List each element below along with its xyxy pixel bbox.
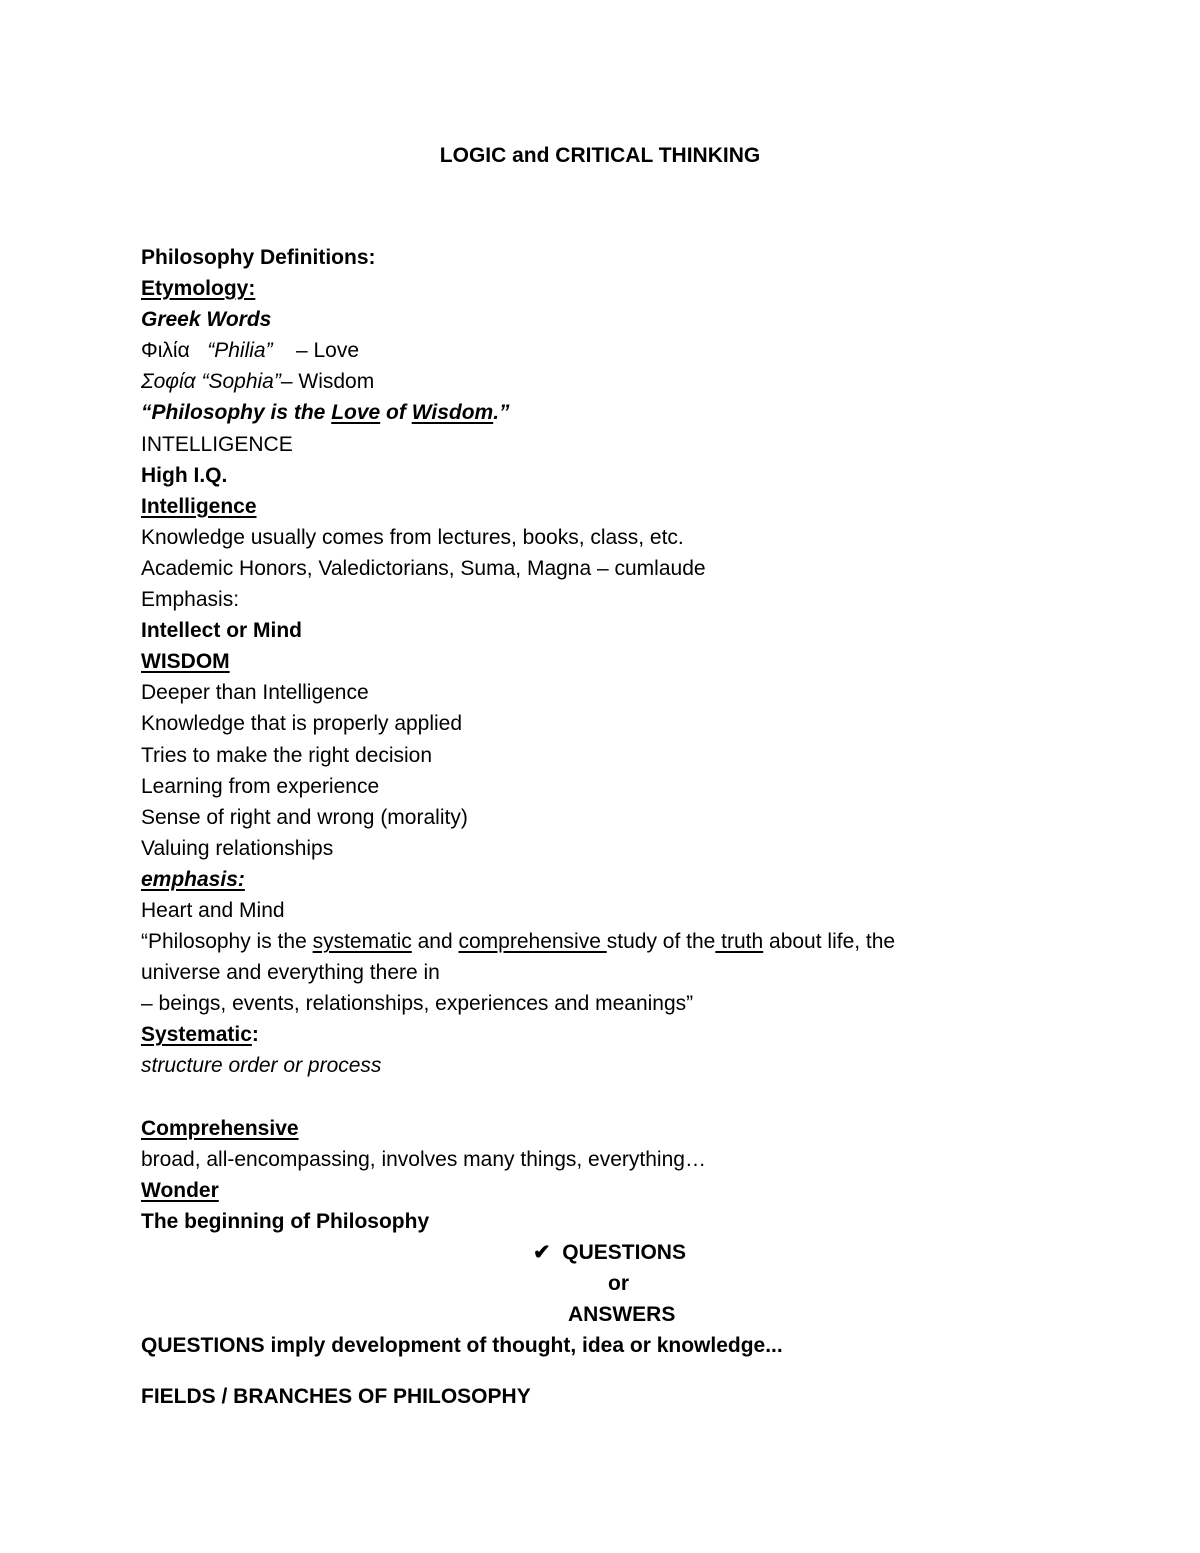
sophia-greek: Σοφία	[141, 370, 196, 394]
wisdom-point: Knowledge that is properly applied	[141, 712, 463, 736]
or-word: or	[608, 1272, 629, 1295]
definition-quote-line-2: universe and everything there in	[141, 961, 440, 985]
page-title: LOGIC and CRITICAL THINKING	[439, 144, 761, 167]
quote-part: “Philosophy is the	[141, 401, 332, 425]
blank-line	[141, 1082, 1041, 1113]
systematic-word: systematic	[312, 930, 412, 954]
philia-meaning: – Love	[295, 339, 360, 363]
questions-imply: QUESTIONS imply development of thought, idea or knowledge...	[141, 1334, 783, 1358]
check-icon: ✔	[533, 1240, 551, 1264]
knowledge-sources: Knowledge usually comes from lectures, books, class, etc.	[141, 525, 684, 549]
love-word: Love	[331, 401, 381, 425]
quote-part: study of the	[606, 930, 716, 954]
high-iq: High I.Q.	[141, 463, 228, 487]
etymology-heading: Etymology:	[141, 277, 256, 301]
wonder-heading: Wonder	[141, 1178, 219, 1202]
emphasis-heading: emphasis:	[141, 867, 245, 891]
document-body	[141, 242, 1041, 1412]
beginning-of-philosophy: The beginning of Philosophy	[141, 1209, 430, 1233]
wisdom-word: Wisdom	[411, 401, 494, 425]
answers-word: ANSWERS	[568, 1303, 676, 1327]
systematic-heading: Systematic	[141, 1023, 252, 1047]
comprehensive-definition: broad, all-encompassing, involves many things, everything…	[141, 1147, 706, 1171]
comprehensive-word: comprehensive	[458, 930, 607, 954]
wisdom-point: Learning from experience	[141, 774, 380, 798]
philia-line	[141, 335, 1041, 366]
definition-quote-line-1	[141, 926, 1041, 957]
sophia-line	[141, 366, 1041, 397]
intelligence-caps: INTELLIGENCE	[141, 432, 293, 456]
philia-quote: “Philia”	[207, 339, 273, 363]
blank-line	[141, 1361, 1041, 1381]
questions-line	[141, 1237, 1041, 1268]
definition-quote-line-3: – beings, events, relationships, experiences and meanings”	[141, 992, 694, 1016]
quote-part: about life, the	[763, 930, 896, 954]
wisdom-point: Sense of right and wrong (morality)	[141, 805, 468, 829]
emphasis-label: Emphasis:	[141, 588, 240, 612]
systematic-definition: structure order or process	[141, 1054, 382, 1078]
quote-part: of	[380, 401, 412, 425]
quote-part: and	[411, 930, 459, 954]
wisdom-heading: WISDOM	[141, 650, 230, 674]
greek-words-heading: Greek Words	[141, 308, 272, 332]
systematic-heading-line	[141, 1019, 1041, 1050]
comprehensive-heading: Comprehensive	[141, 1116, 299, 1140]
wisdom-point: Tries to make the right decision	[141, 743, 433, 767]
sophia-meaning: – Wisdom	[280, 370, 375, 394]
academic-honors: Academic Honors, Valedictorians, Suma, Magna – cumlaude	[141, 556, 706, 580]
intelligence-heading: Intelligence	[141, 494, 257, 518]
questions-word: QUESTIONS	[562, 1240, 686, 1264]
quote-part: .”	[493, 401, 510, 425]
wisdom-point: Deeper than Intelligence	[141, 681, 369, 705]
systematic-colon: :	[251, 1023, 259, 1047]
love-of-wisdom-quote	[141, 397, 1041, 428]
truth-word: truth	[715, 930, 764, 954]
philia-greek: Φιλία	[141, 339, 190, 363]
sophia-quote: “Sophia”	[201, 370, 281, 394]
philosophy-definitions-heading: Philosophy Definitions:	[141, 246, 376, 269]
wisdom-point: Valuing relationships	[141, 836, 334, 860]
intellect-or-mind: Intellect or Mind	[141, 619, 303, 643]
fields-branches-heading: FIELDS / BRANCHES OF PHILOSOPHY	[141, 1385, 531, 1409]
quote-part: “Philosophy is the	[141, 930, 313, 954]
heart-and-mind: Heart and Mind	[141, 898, 285, 922]
